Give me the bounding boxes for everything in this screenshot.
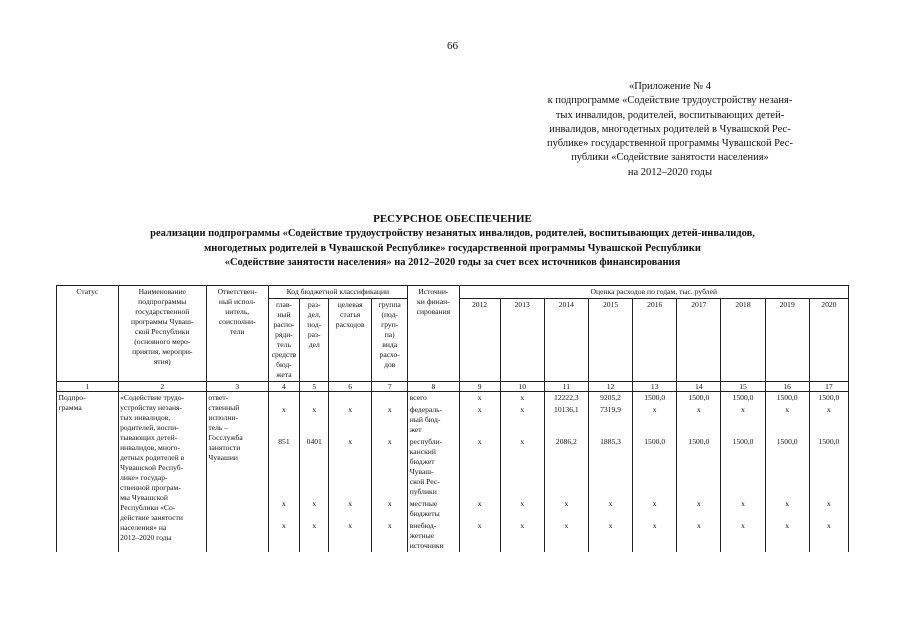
column-number: 12	[588, 382, 632, 392]
title-main: РЕСУРСНОЕ ОБЕСПЕЧЕНИЕ	[373, 213, 532, 225]
budget-code-cell: x	[300, 404, 329, 436]
program-name-line: тывающих детей-	[120, 433, 178, 442]
responsible-line: исполни-	[208, 413, 239, 422]
header-line: Источни-	[418, 287, 449, 296]
year-value-cell: 1500,0	[721, 436, 765, 498]
header-expense-group	[372, 299, 408, 382]
year-value-cell: x	[809, 520, 848, 552]
year-value-cell: x	[809, 498, 848, 520]
appendix-line: «Приложение № 4	[628, 81, 712, 92]
column-number: 5	[300, 382, 329, 392]
header-sources	[408, 286, 459, 382]
header-line: приятия, меропри-	[132, 347, 193, 356]
header-line: тель	[276, 340, 291, 349]
column-number: 16	[765, 382, 809, 392]
year-value-cell: x	[459, 392, 500, 405]
header-year: 2018	[721, 299, 765, 382]
program-name-line: устройству незаня-	[120, 403, 183, 412]
column-number: 11	[544, 382, 588, 392]
header-line: государственной	[135, 307, 190, 316]
year-value-cell: 12222,3	[544, 392, 588, 405]
year-value-cell: 2086,2	[544, 436, 588, 498]
header-year: 2012	[459, 299, 500, 382]
year-value-cell: 1500,0	[809, 392, 848, 405]
budget-code-cell	[372, 392, 408, 405]
budget-code-cell	[268, 392, 300, 405]
appendix-caption	[520, 80, 820, 180]
year-value-cell: x	[677, 520, 721, 552]
header-line: соисполни-	[218, 317, 256, 326]
year-value-cell: x	[765, 520, 809, 552]
program-name-line: населения» на	[120, 523, 167, 532]
column-number: 6	[329, 382, 372, 392]
column-number: 1	[57, 382, 119, 392]
header-line: груп-	[381, 320, 399, 329]
year-value-cell: x	[459, 404, 500, 436]
year-value-cell: x	[500, 436, 544, 498]
program-name-line: «Содействие трудо-	[120, 393, 185, 402]
program-name-line: родителей, воспи-	[120, 423, 179, 432]
year-value-cell: x	[544, 520, 588, 552]
header-section	[300, 299, 329, 382]
header-year: 2019	[765, 299, 809, 382]
budget-code-cell: x	[372, 498, 408, 520]
appendix-line: на 2012–2020 годы	[627, 166, 713, 178]
funding-source-line: внебюд-	[409, 521, 437, 530]
header-line: расходов	[335, 320, 365, 329]
header-line: жета	[276, 370, 292, 379]
funding-source-line: источники	[409, 541, 444, 550]
header-line: сирования	[416, 307, 451, 316]
header-line: вида	[382, 340, 398, 349]
status-cell	[57, 392, 119, 553]
header-status: Статус	[57, 286, 119, 382]
budget-code-cell: x	[300, 498, 329, 520]
header-line: глав-	[275, 300, 292, 309]
year-value-cell: 10136,1	[544, 404, 588, 436]
header-line: расхо-	[379, 350, 400, 359]
year-value-cell: x	[633, 498, 677, 520]
program-name-line: действие занятости	[120, 513, 183, 522]
responsible-line: ственный	[208, 403, 240, 412]
responsible-cell	[206, 392, 268, 553]
responsible-line: тель –	[208, 423, 229, 432]
program-name-cell	[118, 392, 206, 553]
column-number: 17	[809, 382, 848, 392]
appendix-line: к подпрограмме «Содействие трудоустройству незаня-	[547, 95, 793, 107]
year-value-cell: x	[677, 404, 721, 436]
header-main-manager	[268, 299, 300, 382]
header-name	[118, 286, 206, 382]
resource-table	[56, 285, 849, 552]
column-number: 15	[721, 382, 765, 392]
funding-source-line: федераль-	[409, 405, 443, 414]
appendix-line: инвалидов, многодетных родителей в Чувашской Рес-	[549, 123, 791, 135]
header-year: 2015	[588, 299, 632, 382]
funding-source-line: ской Рес-	[409, 477, 440, 486]
header-line: Наименование	[138, 287, 186, 296]
year-value-cell: 1500,0	[633, 392, 677, 405]
header-line: ской Республики	[135, 327, 190, 336]
year-value-cell: x	[500, 392, 544, 405]
budget-code-cell: x	[372, 520, 408, 552]
year-value-cell: x	[500, 498, 544, 520]
status-line: Подпро-	[58, 393, 86, 402]
year-value-cell: x	[459, 436, 500, 498]
title-line: «Содействие занятости населения» на 2012–2020 годы за счет всех источников финансирования	[224, 257, 681, 268]
year-value-cell: x	[633, 520, 677, 552]
header-line: дов	[384, 360, 396, 369]
program-name-line: 2012–2020 годы	[120, 533, 172, 542]
appendix-line: тых инвалидов, родителей, воспитывающих детей-	[555, 109, 785, 121]
funding-source-cell	[408, 404, 459, 436]
responsible-line: Госслужба	[208, 433, 243, 442]
header-line: ный	[277, 310, 291, 319]
year-value-cell: 1500,0	[721, 392, 765, 405]
year-value-cell: x	[459, 520, 500, 552]
funding-source-line: канский	[409, 447, 436, 456]
header-year: 2016	[633, 299, 677, 382]
program-name-line: Чувашской Респуб-	[120, 463, 184, 472]
header-line: программы Чуваш-	[131, 317, 194, 326]
header-year: 2013	[500, 299, 544, 382]
program-name-line: лике» государ-	[120, 473, 168, 482]
funding-source-line: местные	[409, 499, 438, 508]
budget-code-cell	[300, 392, 329, 405]
budget-code-cell: 0401	[300, 436, 329, 498]
budget-code-cell: 851	[268, 436, 300, 498]
year-value-cell: x	[677, 498, 721, 520]
header-line: под-	[307, 320, 322, 329]
year-value-cell: 1500,0	[677, 436, 721, 498]
funding-source-line: жетные	[409, 531, 435, 540]
funding-source-line: Чуваш-	[409, 467, 434, 476]
header-year: 2014	[544, 299, 588, 382]
title-line: многодетных родителей в Чувашской Республике» государственной программы Чувашской Республики	[204, 242, 701, 254]
column-numbers-row	[57, 382, 849, 392]
header-responsible	[206, 286, 268, 382]
program-name-line: тых инвалидов,	[120, 413, 171, 422]
year-value-cell: x	[721, 498, 765, 520]
header-line: распо-	[273, 320, 295, 329]
table-row	[57, 392, 849, 405]
year-value-cell: x	[721, 520, 765, 552]
funding-source-line: жет	[409, 425, 422, 434]
column-number: 14	[677, 382, 721, 392]
budget-code-cell: x	[268, 404, 300, 436]
funding-source-cell	[408, 392, 459, 405]
funding-source-cell	[408, 498, 459, 520]
budget-code-cell: x	[268, 498, 300, 520]
header-line: (основного меро-	[134, 337, 191, 346]
responsible-line: Чувашии	[208, 453, 238, 462]
year-value-cell: x	[588, 498, 632, 520]
budget-code-cell: x	[372, 404, 408, 436]
header-line: ный испол-	[218, 297, 256, 306]
program-name-line: ственной програм-	[120, 483, 181, 492]
header-line: дел,	[307, 310, 321, 319]
program-name-line: инвалидов, много-	[120, 443, 180, 452]
funding-source-cell	[408, 520, 459, 552]
year-value-cell: 1500,0	[809, 436, 848, 498]
status-line: грамма	[58, 403, 82, 412]
header-line: (под-	[381, 310, 399, 319]
year-value-cell: x	[500, 520, 544, 552]
header-line: группа	[378, 300, 401, 309]
budget-code-cell: x	[329, 498, 372, 520]
header-line: дел	[308, 340, 320, 349]
page-number: 66	[447, 40, 458, 52]
year-value-cell: x	[544, 498, 588, 520]
header-budget-classification: Код бюджетной классификации	[268, 286, 408, 299]
budget-code-cell: x	[300, 520, 329, 552]
funding-source-line: бюджеты	[409, 509, 440, 518]
year-value-cell: 1500,0	[765, 436, 809, 498]
budget-code-cell: x	[329, 404, 372, 436]
column-number: 13	[633, 382, 677, 392]
header-line: па)	[384, 330, 395, 339]
year-value-cell: 1885,3	[588, 436, 632, 498]
funding-source-line: республи-	[409, 437, 443, 446]
header-line: тели	[229, 327, 245, 336]
responsible-line: ответ-	[208, 393, 229, 402]
budget-code-cell: x	[268, 520, 300, 552]
appendix-line: публики «Содействие занятости населения»	[571, 152, 769, 164]
header-target-article	[329, 299, 372, 382]
header-line: целевая	[337, 300, 363, 309]
header-year: 2020	[809, 299, 848, 382]
year-value-cell: 1500,0	[677, 392, 721, 405]
budget-code-cell: x	[372, 436, 408, 498]
budget-code-cell: x	[329, 520, 372, 552]
funding-source-line: всего	[409, 393, 427, 402]
program-name-line: мы Чувашской	[120, 493, 168, 502]
header-estimate: Оценка расходов по годам, тыс. рублей	[459, 286, 848, 299]
funding-source-line: бюджет	[409, 457, 435, 466]
year-value-cell: x	[721, 404, 765, 436]
program-name-line: Республики «Со-	[120, 503, 176, 512]
responsible-line: занятости	[208, 443, 241, 452]
column-number: 2	[118, 382, 206, 392]
year-value-cell: x	[500, 404, 544, 436]
funding-source-line: публики	[409, 487, 437, 496]
year-value-cell: 1500,0	[765, 392, 809, 405]
column-number: 8	[408, 382, 459, 392]
header-line: средств	[271, 350, 297, 359]
header-line: Ответствен-	[217, 287, 257, 296]
year-value-cell: x	[459, 498, 500, 520]
column-number: 4	[268, 382, 300, 392]
header-line: нитель,	[225, 307, 250, 316]
year-value-cell: x	[633, 404, 677, 436]
header-line: ки финан-	[417, 297, 450, 306]
header-line: раз-	[307, 330, 321, 339]
appendix-line: публике» государственной программы Чувашской Рес-	[547, 138, 793, 150]
header-line: подпрограммы	[138, 297, 187, 306]
program-name-line: детных родителей в	[120, 453, 185, 462]
title-line: реализации подпрограммы «Содействие трудоустройству незанятых инвалидов, родителей, воспитывающих детей-инвалидов,	[150, 228, 755, 239]
budget-code-cell: x	[329, 436, 372, 498]
funding-source-cell	[408, 436, 459, 498]
column-number: 7	[372, 382, 408, 392]
year-value-cell: 7319,9	[588, 404, 632, 436]
year-value-cell: x	[765, 404, 809, 436]
header-line: статья	[340, 310, 361, 319]
year-value-cell: 9205,2	[588, 392, 632, 405]
document-title	[60, 212, 845, 271]
header-year: 2017	[677, 299, 721, 382]
header-line: раз-	[307, 300, 321, 309]
year-value-cell: x	[809, 404, 848, 436]
year-value-cell: 1500,0	[633, 436, 677, 498]
budget-code-cell	[329, 392, 372, 405]
header-line: ряди-	[275, 330, 293, 339]
column-number: 3	[206, 382, 268, 392]
year-value-cell: x	[588, 520, 632, 552]
column-number: 9	[459, 382, 500, 392]
column-number: 10	[500, 382, 544, 392]
header-line: ятия)	[153, 357, 171, 366]
header-line: бюд-	[276, 360, 292, 369]
year-value-cell: x	[765, 498, 809, 520]
funding-source-line: ный бюд-	[409, 415, 441, 424]
